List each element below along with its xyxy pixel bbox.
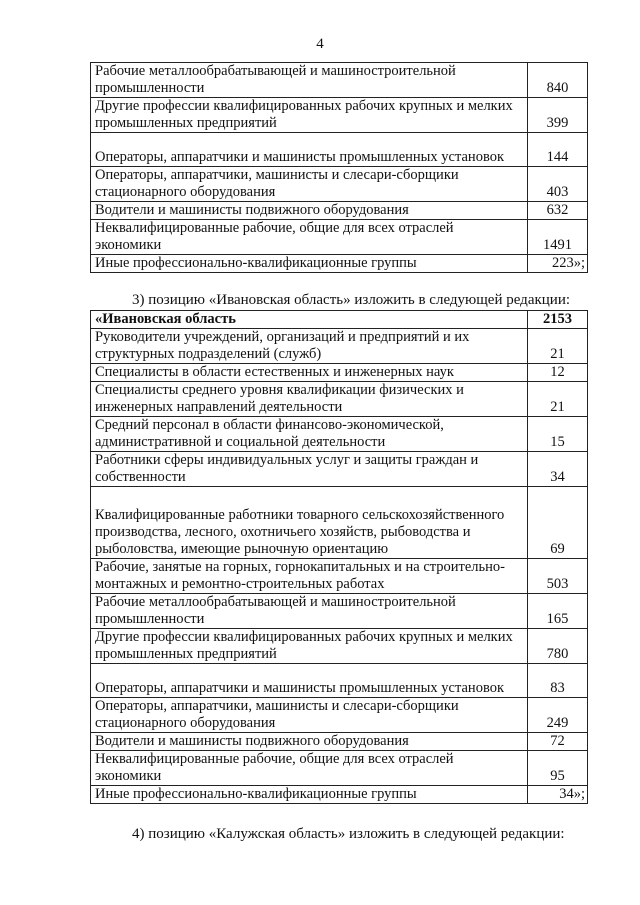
row-label: Иные профессионально-квалификационные группы (91, 786, 528, 804)
row-label: Иные профессионально-квалификационные группы (91, 255, 528, 273)
row-value: 249 (528, 698, 588, 733)
table-row (91, 629, 588, 664)
row-label: Рабочие металлообрабатывающей и машиностроительной промышленности (91, 594, 528, 629)
row-value: 95 (528, 751, 588, 786)
row-value: 21 (528, 382, 588, 417)
row-label: Операторы, аппаратчики, машинисты и слесари-сборщики стационарного оборудования (91, 167, 528, 202)
row-value: 403 (528, 167, 588, 202)
row-value: 72 (528, 733, 588, 751)
table-row (91, 698, 588, 733)
row-label: Операторы, аппаратчики и машинисты промышленных установок (91, 133, 528, 167)
row-value: 1491 (528, 220, 588, 255)
table-row (91, 382, 588, 417)
row-label: Квалифицированные работники товарного сельскохозяйственного производства, лесного, охотничьего хозяйств, рыбоводства и рыболовства, имеющие рыночную ориентацию (91, 487, 528, 559)
row-label: Специалисты в области естественных и инженерных наук (91, 364, 528, 382)
table-row (91, 133, 588, 167)
table-row (91, 364, 588, 382)
row-value: 399 (528, 98, 588, 133)
table-row (91, 167, 588, 202)
table-row (91, 202, 588, 220)
row-label: Рабочие металлообрабатывающей и машиностроительной промышленности (91, 63, 528, 98)
row-value: 34»; (528, 786, 588, 804)
row-label: Работники сферы индивидуальных услуг и защиты граждан и собственности (91, 452, 528, 487)
row-label: Неквалифицированные рабочие, общие для всех отраслей экономики (91, 751, 528, 786)
table-row (91, 664, 588, 698)
table-header-row (91, 311, 588, 329)
table-row (91, 487, 588, 559)
row-value: 21 (528, 329, 588, 364)
table-row (91, 733, 588, 751)
row-label: Руководители учреждений, организаций и предприятий и их структурных подразделений (служб) (91, 329, 528, 364)
table-ivanovo (90, 310, 588, 804)
row-value: 503 (528, 559, 588, 594)
table-row (91, 329, 588, 364)
table-row (91, 220, 588, 255)
page-number: 4 (316, 36, 324, 52)
region-total: 2153 (528, 311, 588, 329)
table-row (91, 751, 588, 786)
row-value: 69 (528, 487, 588, 559)
table-row (91, 559, 588, 594)
table-row (91, 594, 588, 629)
row-value: 632 (528, 202, 588, 220)
paragraph-item-3: 3) позицию «Ивановская область» изложить в следующей редакции: (132, 292, 571, 308)
row-label: Неквалифицированные рабочие, общие для всех отраслей экономики (91, 220, 528, 255)
row-label: Другие профессии квалифицированных рабочих крупных и мелких промышленных предприятий (91, 98, 528, 133)
row-value: 83 (528, 664, 588, 698)
table-row (91, 786, 588, 804)
table-row (91, 417, 588, 452)
table-row (91, 63, 588, 98)
paragraph-item-4: 4) позицию «Калужская область» изложить в следующей редакции: (132, 826, 565, 842)
row-label: Водители и машинисты подвижного оборудования (91, 202, 528, 220)
row-label: Операторы, аппаратчики и машинисты промышленных установок (91, 664, 528, 698)
row-label: Водители и машинисты подвижного оборудования (91, 733, 528, 751)
table-row (91, 98, 588, 133)
row-label: Другие профессии квалифицированных рабочих крупных и мелких промышленных предприятий (91, 629, 528, 664)
row-value: 840 (528, 63, 588, 98)
row-value: 15 (528, 417, 588, 452)
row-value: 223»; (528, 255, 588, 273)
row-value: 34 (528, 452, 588, 487)
row-label: Средний персонал в области финансово-экономической, административной и социальной деятельности (91, 417, 528, 452)
region-name: «Ивановская область (91, 311, 528, 329)
row-label: Специалисты среднего уровня квалификации физических и инженерных направлений деятельности (91, 382, 528, 417)
row-value: 165 (528, 594, 588, 629)
row-label: Операторы, аппаратчики, машинисты и слесари-сборщики стационарного оборудования (91, 698, 528, 733)
row-label: Рабочие, занятые на горных, горнокапитальных и на строительно-монтажных и ремонтно-строительных работах (91, 559, 528, 594)
table-row (91, 255, 588, 273)
row-value: 780 (528, 629, 588, 664)
row-value: 12 (528, 364, 588, 382)
row-value: 144 (528, 133, 588, 167)
table-row (91, 452, 588, 487)
table-continuation (90, 62, 588, 273)
